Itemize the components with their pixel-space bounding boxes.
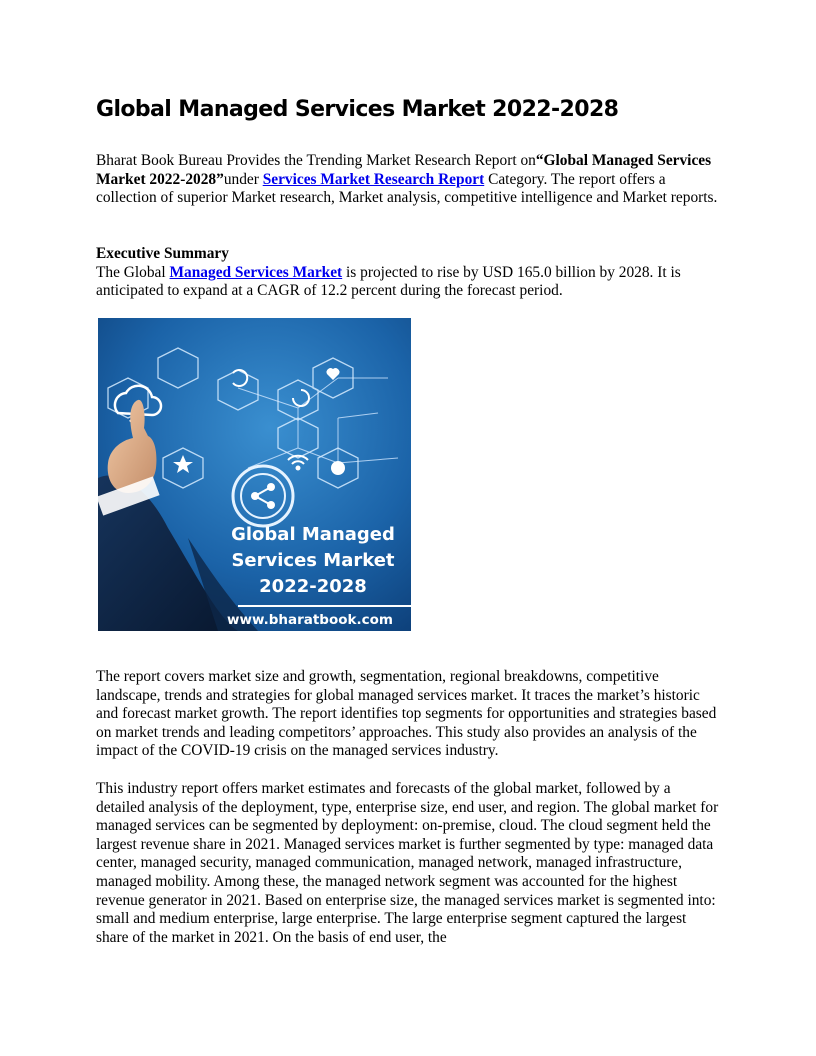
cover-title-line-3: 2022-2028: [259, 576, 367, 597]
report-name: “Global Managed Services Market 2022-2028”: [96, 152, 712, 188]
executive-summary-heading: Executive Summary: [96, 245, 229, 262]
cover-url: www.bharatbook.com: [227, 612, 393, 628]
intro-text-3: Category. The report offers a collection of superior Market research, Market analysis, competitive intelligence and Market reports.: [96, 170, 718, 207]
managed-services-market-link[interactable]: Managed Services Market: [169, 263, 343, 281]
exec-text-1: The Global: [96, 263, 170, 281]
intro-paragraph: [96, 152, 720, 208]
exec-text-2: is projected to rise by USD 165.0 billion by 2028. It is anticipated to expand at a CAGR of 12.2 percent during the forecast period.: [96, 263, 681, 300]
page-title: Global Managed Services Market 2022-2028: [96, 97, 619, 122]
services-market-research-report-link[interactable]: Services Market Research Report: [262, 170, 485, 188]
segmentation-paragraph: This industry report offers market estimates and forecasts of the global market, followed by a detailed analysis of the deployment, type, enterprise size, end user, and region. The global market for managed services can be segmented by deployment: on-premise, cloud. The cloud segment held the largest revenue share in 2021. Managed services market is further segmented by type: managed data center, managed security, managed communication, managed network, managed infrastructure, managed mobility. Among these, the managed network segment was accounted for the highest revenue generator in 2021. Based on enterprise size, the managed services market is segmented into: small and medium enterprise, large enterprise. The large enterprise segment captured the largest share of the market in 2021. On the basis of end user, the: [96, 780, 719, 946]
executive-summary-paragraph: [96, 245, 720, 301]
cover-title-line-1: Global Managed: [231, 524, 395, 545]
cover-title-line-2: Services Market: [231, 550, 395, 571]
intro-text-1: Bharat Book Bureau Provides the Trending Market Research Report on: [96, 152, 536, 169]
report-cover-image: [98, 318, 411, 631]
intro-text-2: under: [223, 170, 263, 188]
market-coverage-paragraph: The report covers market size and growth, segmentation, regional breakdowns, competitive landscape, trends and strategies for global managed services market. It traces the market’s historic and forecast market growth. The report identifies top segments for opportunities and strategies based on market trends and leading competitors’ approaches. This study also provides an analysis of the impact of the COVID-19 crisis on the managed services industry.: [96, 668, 717, 760]
